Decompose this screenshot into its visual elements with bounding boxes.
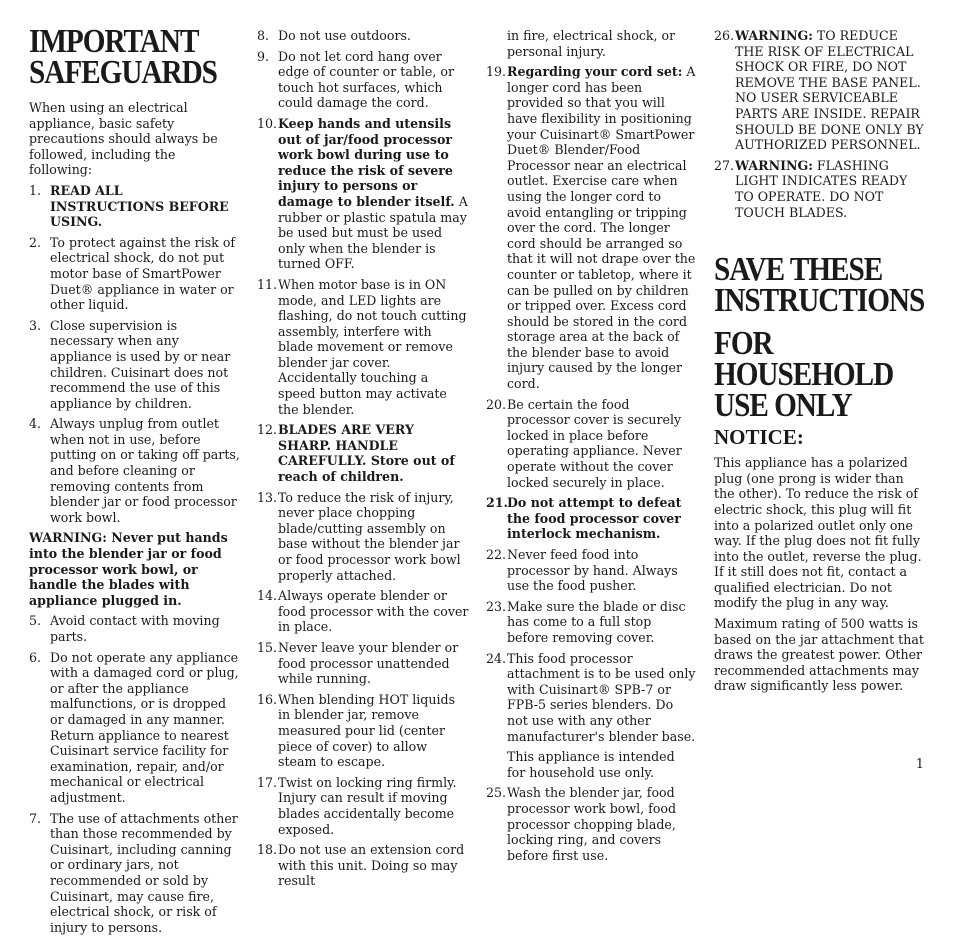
item-text [507,397,696,491]
item-bold: Do not attempt to defeat the food processor cover interlock mechanism. [507,495,682,542]
item-body: A longer cord has been provided so that you will have flexibility in positioning your Cuisinart® SmartPower Duet® Blender/Food Processor near an electrical outlet. Exercise care when using the longer cord to avoid entangling or tripping over the cord. The longer cord should be arranged so that it will not drape over the counter or tabletop, where it can be pulled on by children or tripped over. Excess cord should be stored in the cord storage area at the back of the blender base to avoid injury caused by the longer cord. [507,64,696,392]
item-body: A rubber or plastic spatula may be used but must be used only when the blender is turned OFF. [278,193,468,272]
item-text: READ ALL INSTRUCTIONS BEFORE USING. [50,182,229,230]
item-number: 14. [257,588,278,604]
list-item [486,547,696,594]
item-body: Always operate blender or food processor with the cover in place. [278,588,469,635]
list-item [257,775,469,837]
item-number: 8. [257,28,270,43]
item-text [507,547,696,594]
item-text [278,640,469,687]
column-3 [486,28,696,868]
list-item [29,318,240,412]
list-item [29,183,240,230]
item-body: Do not let cord hang over edge of counter or table, or touch hot surfaces, which could damage the cord. [278,48,454,111]
item-number: 12. [257,422,278,438]
list-item [257,842,469,889]
item-bold: WARNING: [735,28,813,43]
item-text [735,28,926,153]
column-1 [29,23,240,940]
list-item [257,277,469,417]
item-text [278,588,469,635]
item-number: 18. [257,842,278,858]
item-number: 4. [29,416,42,432]
hands-warning: WARNING: Never put hands into the blender jar or food processor work bowl, or handle the blades with appliance plugged in. [29,530,228,608]
item-text: Avoid contact with moving parts. [50,613,220,644]
item-bold: Keep hands and utensils out of jar/food processor work bowl during use to reduce the risk of severe injury to persons or damage to blender itself. [278,115,455,209]
item-text [278,277,469,417]
item-number: 22. [486,547,507,562]
list-item [257,640,469,687]
title-line: IMPORTANT [29,23,199,60]
item-number: 1. [29,182,42,198]
item-body: Be certain the food processor cover is securely locked in place before operating appliance. Never operate without the cover locked securely in place. [507,396,682,490]
notice-heading: NOTICE: [714,425,804,450]
title-line: SAFEGUARDS [29,54,217,91]
list-item [257,28,469,44]
title-line: FOR [714,325,773,363]
item-text [507,599,696,646]
power-rating-paragraph: Maximum rating of 500 watts is based on the jar attachment that draws the greatest power. Other recommended attachments may draw significantly less power. [714,616,924,694]
list-item [257,490,469,584]
household-use-note: This appliance is intended for household use only. [507,749,675,780]
list-item [486,495,696,542]
list-item [714,158,926,220]
title-line: SAVE THESE [714,251,883,289]
item-text [278,692,469,770]
item-text [507,785,696,863]
item-text [278,422,469,484]
list-item [29,613,240,644]
item-number: 15. [257,639,278,655]
list-item [486,785,696,863]
item-body: Never leave your blender or food processor unattended while running. [278,639,459,687]
item-body: To reduce the risk of injury, never place chopping blade/cutting assembly on base without the blender jar or food processor work bowl properly attached. [278,489,461,583]
item-body: When motor base is in ON mode, and LED lights are flashing, do not touch cutting assembly, interfere with blade movement or remove blender jar cover. Accidentally touching a speed button may activate the blender. [278,276,467,417]
item-text [278,28,469,44]
item-number: 17. [257,774,278,790]
item-text [278,116,469,272]
item-bold: Regarding your cord set: [507,64,683,80]
item-number: 6. [29,649,42,665]
notice-paragraph: This appliance has a polarized plug (one prong is wider than the other). To reduce the risk of electric shock, this plug will fit into a polarized outlet only one way. If the plug does not fit fully into the outlet, reverse the plug. If it still does not fit, contact a qualified electrician. Do not modify the plug in any way. [714,455,922,611]
item-number: 24. [486,650,507,666]
list-item [29,235,240,313]
save-instructions-title [714,251,925,320]
item-number: 25. [486,785,507,801]
item-text [735,158,926,220]
page-number: 1 [915,757,924,772]
list-item [257,588,469,635]
item-text [278,842,469,889]
list-item [257,49,469,111]
item-text [507,651,696,745]
column-2 [257,28,469,894]
list-item [486,651,696,745]
item-number: 19. [486,64,507,80]
item-bold: WARNING: [735,157,813,173]
item-body: Do not use outdoors. [278,28,411,43]
item-body: This food processor attachment is to be used only with Cuisinart® SPB-7 or FPB-5 series blenders. Do not use with any other manufacturer's blender base. [507,650,696,744]
item-number: 20. [486,396,507,412]
list-item [257,692,469,770]
item-number: 11. [257,276,278,292]
item-number: 16. [257,691,278,707]
column-4 [714,28,926,699]
list-item [257,116,469,272]
item-body: Make sure the blade or disc has come to a full stop before removing cover. [507,598,686,645]
title-line: HOUSEHOLD [714,356,894,394]
item-number: 7. [29,810,42,826]
item-text [507,64,696,391]
item-text: Always unplug from outlet when not in use, before putting on or taking off parts, and before cleaning or removing contents from blender jar or food processor work bowl. [50,416,240,525]
list-item [29,650,240,806]
item-text [507,495,696,542]
list-item [486,599,696,646]
title-line: USE ONLY [714,387,852,425]
list-item [257,422,469,484]
item-number: 26. [714,28,735,43]
important-safeguards-title [29,23,239,91]
list-item [29,416,240,525]
list-item [486,397,696,491]
item-number: 23. [486,598,507,614]
item-body: FLASHING LIGHT INDICATES READY TO OPERATE. DO NOT TOUCH BLADES. [735,157,908,220]
item-text: The use of attachments other than those recommended by Cuisinart, including canning or ordinary jars, not recommended or sold by Cuisinart, may cause fire, electrical shock, or risk of injury to persons. [50,810,238,935]
list-item [29,811,240,936]
item-body: TO REDUCE THE RISK OF ELECTRICAL SHOCK OR FIRE, DO NOT REMOVE THE BASE PANEL. NO USER SERVICEABLE PARTS ARE INSIDE. REPAIR SHOULD BE DONE ONLY BY AUTHORIZED PERSONNEL. [735,28,924,153]
safeguard-list-1 [29,183,240,525]
household-use-title [714,325,925,425]
item-bold: BLADES ARE VERY SHARP. HANDLE CAREFULLY. Store out of reach of children. [278,422,455,485]
title-line: INSTRUCTIONS [714,282,925,320]
item-text [278,49,469,111]
item-text: To protect against the risk of electrical shock, do not put motor base of SmartPower Duet® appliance in water or other liquid. [50,234,236,313]
item-body: When blending HOT liquids in blender jar, remove measured pour lid (center piece of cover) to allow steam to escape. [278,691,456,770]
item-number: 3. [29,317,42,333]
item-number: 10. [257,115,278,131]
item-text [278,775,469,837]
item-text: Close supervision is necessary when any appliance is used by or near children. Cuisinart does not recommend the use of this appliance by children. [50,317,231,411]
item-text [278,490,469,584]
item-number: 9. [257,48,270,64]
item-number: 27. [714,157,735,173]
item-body: Twist on locking ring firmly. Injury can result if moving blades accidentally become exposed. [278,774,457,837]
safeguard-list-2 [29,613,240,935]
intro-paragraph: When using an electrical appliance, basic safety precautions should always be followed, including the following: [29,100,218,178]
item-body: Do not use an extension cord with this unit. Doing so may result [278,842,465,889]
list-item [714,28,926,153]
item-number: 5. [29,613,42,629]
continued-text: in fire, electrical shock, or personal injury. [507,28,676,59]
item-number: 2. [29,234,42,250]
list-item [486,64,696,391]
item-number: 21. [486,495,508,511]
item-text: Do not operate any appliance with a damaged cord or plug, or after the appliance malfunctions, or is dropped or damaged in any manner. Return appliance to nearest Cuisinart service facility for examination, repair, and/or mechanical or electrical adjustment. [50,649,239,805]
item-body: Wash the blender jar, food processor work bowl, food processor chopping blade, locking ring, and covers before first use. [507,785,677,863]
item-number: 13. [257,489,278,505]
item-body: Never feed food into processor by hand. Always use the food pusher. [507,547,678,594]
